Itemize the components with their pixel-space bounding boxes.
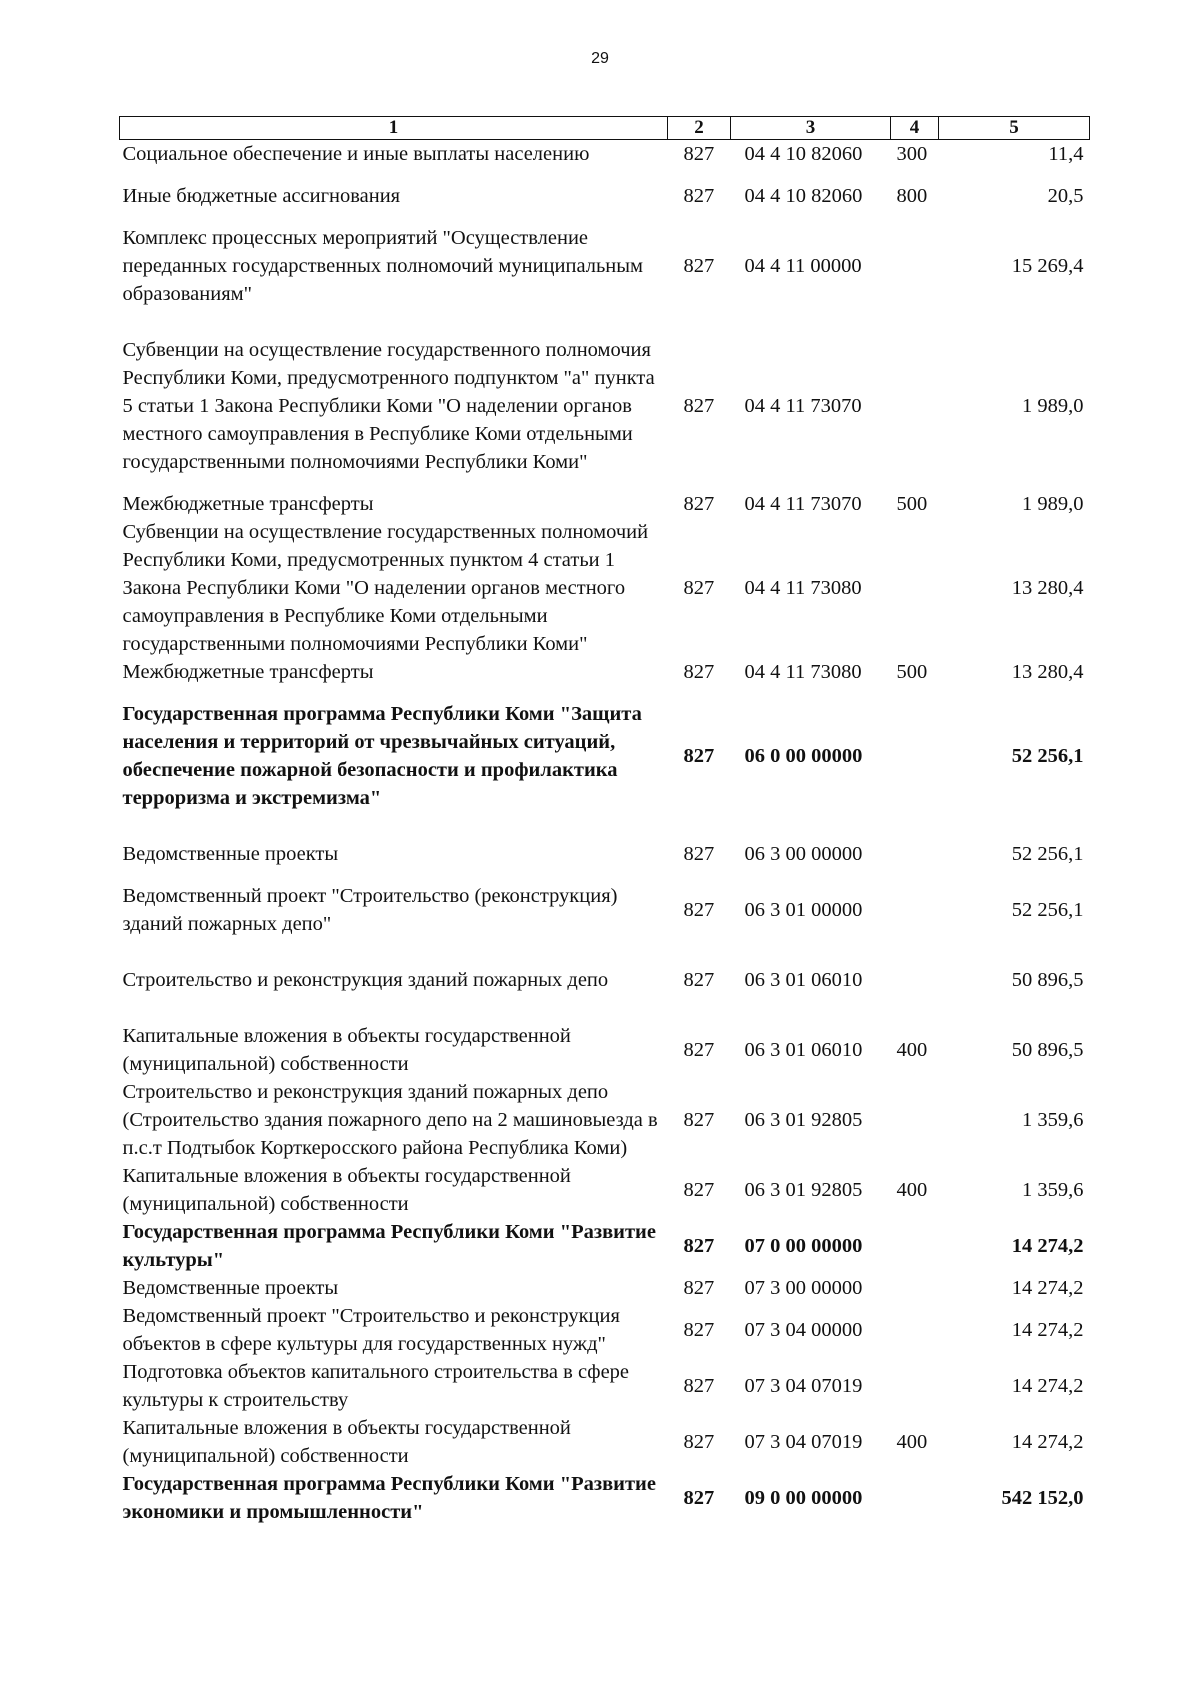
table-row — [120, 1078, 1090, 1162]
row-kcsr: 06 3 01 92805 — [744, 1109, 863, 1131]
row-name: Межбюджетные трансферты — [122, 493, 374, 515]
table-row — [120, 490, 1090, 518]
row-code: 827 — [683, 1487, 715, 1509]
row-name: Строительство и реконструкция зданий пожарных депо (Строительство здания пожарного депо на 2 машиновыезда в п.с.т Подтыбок Корткеросского района Республика Коми) — [122, 1081, 658, 1159]
table-header — [120, 117, 1090, 140]
row-kcsr: 07 3 04 00000 — [744, 1319, 863, 1341]
row-vr: 500 — [896, 661, 928, 683]
row-vr — [891, 952, 939, 1008]
table-row — [120, 686, 1090, 826]
row-name: Ведомственный проект "Строительство (реконструкция) зданий пожарных депо" — [122, 885, 618, 935]
header-row — [120, 117, 1090, 140]
row-kcsr: 07 3 04 07019 — [744, 1431, 863, 1453]
row-vr — [891, 1274, 939, 1302]
row-sum: 14 274,2 — [1011, 1277, 1084, 1299]
table-row — [120, 1218, 1090, 1274]
row-sum: 52 256,1 — [1011, 745, 1084, 767]
row-name: Ведомственный проект "Строительство и реконструкция объектов в сфере культуры для государственных нужд" — [122, 1305, 620, 1355]
table-row — [120, 826, 1090, 868]
row-sum: 11,4 — [1048, 143, 1084, 165]
row-name: Межбюджетные трансферты — [122, 661, 374, 683]
row-kcsr: 04 4 10 82060 — [744, 143, 863, 165]
row-vr: 300 — [896, 143, 928, 165]
row-kcsr: 04 4 11 00000 — [744, 255, 862, 277]
row-code: 827 — [683, 395, 715, 417]
row-kcsr: 04 4 10 82060 — [744, 185, 863, 207]
table-row — [120, 182, 1090, 210]
table-row — [120, 952, 1090, 1008]
row-kcsr: 06 3 00 00000 — [744, 843, 863, 865]
row-vr — [891, 1078, 939, 1162]
row-sum: 1 359,6 — [1022, 1179, 1084, 1201]
table-row — [120, 518, 1090, 658]
row-code: 827 — [683, 143, 715, 165]
row-vr — [891, 1302, 939, 1358]
row-code: 827 — [683, 1431, 715, 1453]
table-row — [120, 658, 1090, 686]
row-name: Строительство и реконструкция зданий пожарных депо — [122, 969, 609, 991]
header-col-sum: 5 — [939, 117, 1090, 140]
row-name: Субвенции на осуществление государственного полномочия Республики Коми, предусмотренного подпунктом "а" пункта 5 статьи 1 Закона Республики Коми "О наделении органов местного самоуправления в Республике Коми отдельными государственными полномочиями Республики Коми" — [122, 339, 655, 473]
row-kcsr: 09 0 00 00000 — [744, 1487, 863, 1509]
row-name: Субвенции на осуществление государственных полномочий Республики Коми, предусмотренных пунктом 4 статьи 1 Закона Республики Коми "О наделении органов местного самоуправления в Республике Коми отдельными государственными полномочиями Республики Коми" — [122, 521, 649, 655]
row-kcsr: 04 4 11 73080 — [744, 577, 862, 599]
row-name: Государственная программа Республики Коми "Развитие культуры" — [122, 1221, 656, 1271]
row-code: 827 — [683, 899, 715, 921]
row-kcsr: 07 3 04 07019 — [744, 1375, 863, 1397]
row-code: 827 — [683, 1179, 715, 1201]
row-name: Государственная программа Республики Коми "Развитие экономики и промышленности" — [122, 1473, 656, 1523]
row-code: 827 — [683, 745, 715, 767]
row-kcsr: 06 3 01 06010 — [744, 969, 863, 991]
row-vr — [891, 868, 939, 952]
row-vr — [891, 1218, 939, 1274]
row-code: 827 — [683, 1039, 715, 1061]
row-code: 827 — [683, 577, 715, 599]
row-vr: 500 — [896, 493, 928, 515]
row-sum: 14 274,2 — [1011, 1431, 1084, 1453]
budget-table — [119, 116, 1090, 1526]
row-kcsr: 07 3 00 00000 — [744, 1277, 863, 1299]
row-code: 827 — [683, 1277, 715, 1299]
row-vr: 800 — [896, 185, 928, 207]
row-code: 827 — [683, 255, 715, 277]
header-col-code: 2 — [668, 117, 731, 140]
row-code: 827 — [683, 493, 715, 515]
row-name: Иные бюджетные ассигнования — [122, 185, 401, 207]
row-vr — [891, 686, 939, 826]
row-name: Капитальные вложения в объекты государственной (муниципальной) собственности — [122, 1417, 571, 1467]
header-col-vr: 4 — [891, 117, 939, 140]
row-code: 827 — [683, 969, 715, 991]
table-row — [120, 1008, 1090, 1078]
row-kcsr: 06 3 01 92805 — [744, 1179, 863, 1201]
row-code: 827 — [683, 843, 715, 865]
row-sum: 1 989,0 — [1022, 493, 1084, 515]
row-vr — [891, 518, 939, 658]
row-name: Социальное обеспечение и иные выплаты населению — [122, 143, 590, 165]
row-code: 827 — [683, 1375, 715, 1397]
row-sum: 13 280,4 — [1011, 661, 1084, 683]
row-kcsr: 06 3 01 00000 — [744, 899, 863, 921]
row-kcsr: 04 4 11 73070 — [744, 395, 862, 417]
header-col-kcsr: 3 — [731, 117, 891, 140]
row-kcsr: 04 4 11 73070 — [744, 493, 862, 515]
row-name: Капитальные вложения в объекты государственной (муниципальной) собственности — [122, 1165, 571, 1215]
table-row — [120, 1358, 1090, 1414]
table-row — [120, 322, 1090, 490]
row-name: Подготовка объектов капитального строительства в сфере культуры к строительству — [122, 1361, 630, 1411]
row-name: Ведомственные проекты — [122, 1277, 339, 1299]
row-sum: 13 280,4 — [1011, 577, 1084, 599]
row-sum: 14 274,2 — [1011, 1235, 1084, 1257]
row-name: Ведомственные проекты — [122, 843, 339, 865]
row-vr: 400 — [896, 1431, 928, 1453]
row-sum: 52 256,1 — [1011, 899, 1084, 921]
header-col-name: 1 — [120, 117, 668, 140]
row-sum: 542 152,0 — [1001, 1487, 1084, 1509]
row-vr: 400 — [896, 1039, 928, 1061]
row-kcsr: 06 0 00 00000 — [744, 745, 863, 767]
row-vr — [891, 826, 939, 868]
row-sum: 14 274,2 — [1011, 1319, 1084, 1341]
row-kcsr: 07 0 00 00000 — [744, 1235, 863, 1257]
table-row — [120, 1470, 1090, 1526]
row-vr — [891, 210, 939, 322]
row-sum: 14 274,2 — [1011, 1375, 1084, 1397]
table-row — [120, 140, 1090, 183]
row-kcsr: 06 3 01 06010 — [744, 1039, 863, 1061]
table-row — [120, 210, 1090, 322]
row-sum: 20,5 — [1047, 185, 1084, 207]
row-name: Государственная программа Республики Коми "Защита населения и территорий от чрезвычайных ситуаций, обеспечение пожарной безопасности и профилактика терроризма и экстремизма" — [122, 703, 642, 809]
row-name: Капитальные вложения в объекты государственной (муниципальной) собственности — [122, 1025, 571, 1075]
table-row — [120, 1414, 1090, 1470]
table-row — [120, 868, 1090, 952]
table-row — [120, 1162, 1090, 1218]
row-code: 827 — [683, 1235, 715, 1257]
table-body — [120, 140, 1090, 1527]
row-sum: 1 989,0 — [1022, 395, 1084, 417]
row-code: 827 — [683, 185, 715, 207]
row-vr — [891, 1470, 939, 1526]
row-sum: 52 256,1 — [1011, 843, 1084, 865]
row-vr — [891, 1358, 939, 1414]
table-row — [120, 1274, 1090, 1302]
row-code: 827 — [683, 1319, 715, 1341]
row-sum: 1 359,6 — [1022, 1109, 1084, 1131]
row-kcsr: 04 4 11 73080 — [744, 661, 862, 683]
row-vr: 400 — [896, 1179, 928, 1201]
row-name: Комплекс процессных мероприятий "Осуществление переданных государственных полномочий муниципальным образованиям" — [122, 227, 644, 305]
row-sum: 50 896,5 — [1011, 969, 1084, 991]
row-sum: 50 896,5 — [1011, 1039, 1084, 1061]
page-number: 29 — [591, 50, 609, 67]
row-code: 827 — [683, 661, 715, 683]
row-vr — [891, 322, 939, 490]
row-code: 827 — [683, 1109, 715, 1131]
row-sum: 15 269,4 — [1011, 255, 1084, 277]
table-row — [120, 1302, 1090, 1358]
